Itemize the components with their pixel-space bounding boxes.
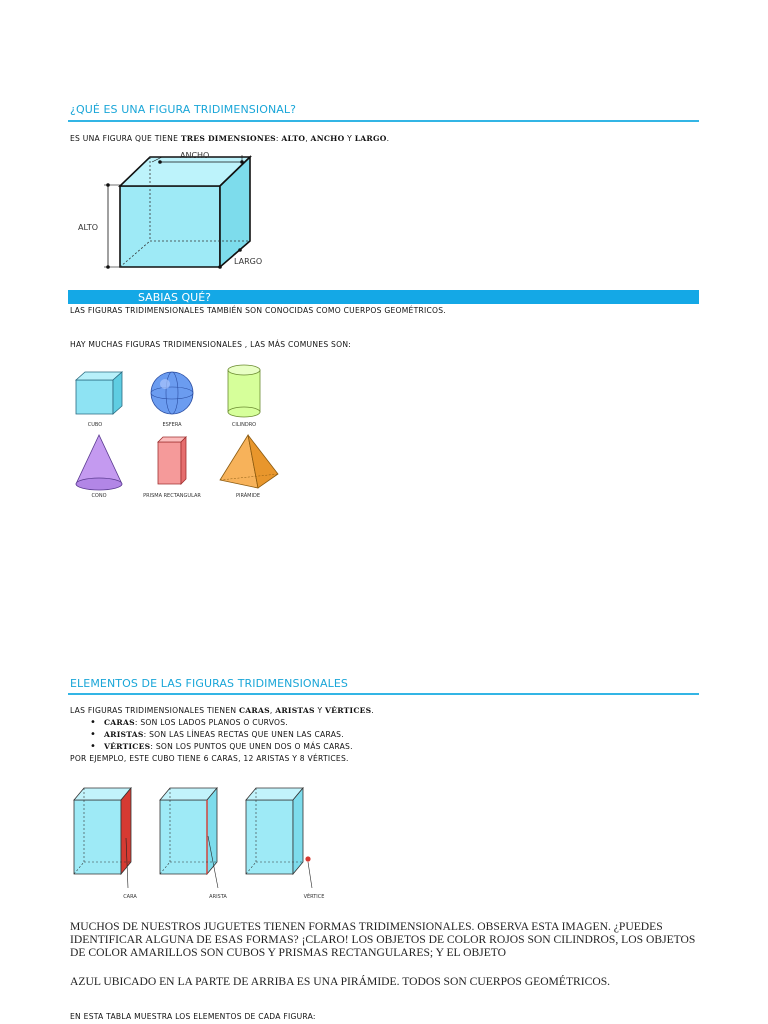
table-intro-text: EN ESTA TABLA MUESTRA LOS ELEMENTOS DE CADA FIGURA: <box>70 1012 316 1021</box>
term-ancho: ANCHO <box>310 134 345 143</box>
intro-sep: , <box>305 134 311 143</box>
label-largo: LARGO <box>234 257 263 266</box>
section-divider <box>68 693 699 695</box>
shape-label-piramide: PIRÁMIDE <box>236 493 260 499</box>
list-term: ARISTAS <box>104 730 144 739</box>
pyramid-shape <box>220 435 278 488</box>
sabias-line-2: HAY MUCHAS FIGURAS TRIDIMENSIONALES , LAS MÁS COMUNES SON: <box>70 340 352 349</box>
shape-label-cilindro: CILINDRO <box>231 422 257 428</box>
cone-shape <box>76 435 122 490</box>
sabias-line-1: LAS FIGURAS TRIDIMENSIONALES TAMBIÉN SON CONOCIDAS COMO CUERPOS GEOMÉTRICOS. <box>70 306 447 315</box>
shape-label-prisma: PRISMA RECTANGULAR <box>143 493 201 499</box>
intro-sep: : <box>275 134 282 143</box>
shape-label-esfera: ESFERA <box>162 422 182 428</box>
label-alto: ALTO <box>78 223 99 232</box>
dimension-cube-diagram <box>70 145 280 275</box>
sabias-que-title: SABIAS QUÉ? <box>138 291 212 304</box>
intro-sep: Y <box>344 134 355 143</box>
rectangular-prism-shape <box>158 437 186 484</box>
cube-shape <box>76 372 122 414</box>
shapes-grid-image <box>68 362 286 502</box>
cube-cara <box>74 788 131 888</box>
cylinder-shape <box>228 365 260 417</box>
cube-elements-image <box>68 778 330 906</box>
shape-label-cubo: CUBO <box>87 422 103 428</box>
term-aristas: ARISTAS <box>275 706 315 715</box>
list-item <box>70 742 353 754</box>
label-vertice: VÉRTICE <box>303 894 325 900</box>
term-caras: CARAS <box>238 706 270 715</box>
term-vertices: VÉRTICES <box>325 706 372 715</box>
label-cara: CARA <box>123 894 137 900</box>
pyramid-paragraph: AZUL UBICADO EN LA PARTE DE ARRIBA ES UNA PIRÁMIDE. TODOS SON CUERPOS GEOMÉTRICOS. <box>70 975 611 988</box>
cube-example-text: POR EJEMPLO, ESTE CUBO TIENE 6 CARAS, 12 ARISTAS Y 8 VÉRTICES. <box>70 754 349 763</box>
alto-dimension-line <box>104 183 120 269</box>
label-arista: ARISTA <box>209 894 227 900</box>
toys-paragraph: MUCHOS DE NUESTROS JUGUETES TIENEN FORMAS TRIDIMENSIONALES. OBSERVA ESTA IMAGEN. ¿PUEDES IDENTIFICAR ALGUNA DE ESAS FORMAS? ¡CLARO! LOS OBJETOS DE COLOR ROJOS SON CILINDROS, LOS OBJETOS DE COLOR AMARILLOS SON CUBOS Y PRISMAS RECTANGULARES; Y EL OBJETO <box>70 920 696 959</box>
intro-text: LAS FIGURAS TRIDIMENSIONALES TIENEN <box>70 706 239 715</box>
list-item <box>70 730 353 742</box>
list-term: CARAS <box>104 718 135 727</box>
term-tres-dimensiones: TRES DIMENSIONES <box>180 134 276 143</box>
intro-text: ES UNA FIGURA QUE TIENE <box>70 134 181 143</box>
shape-label-cono: CONO <box>91 493 107 499</box>
intro-sep: , <box>269 706 276 715</box>
intro-end: . <box>386 134 390 143</box>
list-term: VÉRTICES <box>104 742 151 751</box>
list-text: : SON LOS LADOS PLANOS O CURVOS. <box>134 718 289 727</box>
term-alto: ALTO <box>281 134 306 143</box>
list-text: : SON LOS PUNTOS QUE UNEN DOS O MÁS CARAS. <box>150 742 353 751</box>
intro-end: . <box>371 706 375 715</box>
section-divider <box>68 120 699 122</box>
sabias-que-banner <box>68 290 699 304</box>
section-title-elementos: ELEMENTOS DE LAS FIGURAS TRIDIMENSIONALES <box>70 677 348 690</box>
section-title-what-is: ¿QUÉ ES UNA FIGURA TRIDIMENSIONAL? <box>70 103 297 116</box>
sphere-shape <box>151 372 193 414</box>
term-largo: LARGO <box>354 134 387 143</box>
elementos-intro <box>70 706 374 715</box>
list-text: : SON LAS LÍNEAS RECTAS QUE UNEN LAS CARAS. <box>143 730 344 739</box>
cube-vertice <box>246 788 312 888</box>
list-item <box>70 718 353 730</box>
label-ancho: ANCHO <box>180 151 210 160</box>
cube-drawing <box>120 157 250 267</box>
intro-sep: Y <box>314 706 326 715</box>
cube-arista <box>160 788 218 888</box>
elements-list <box>70 718 353 754</box>
intro-paragraph <box>70 134 389 143</box>
